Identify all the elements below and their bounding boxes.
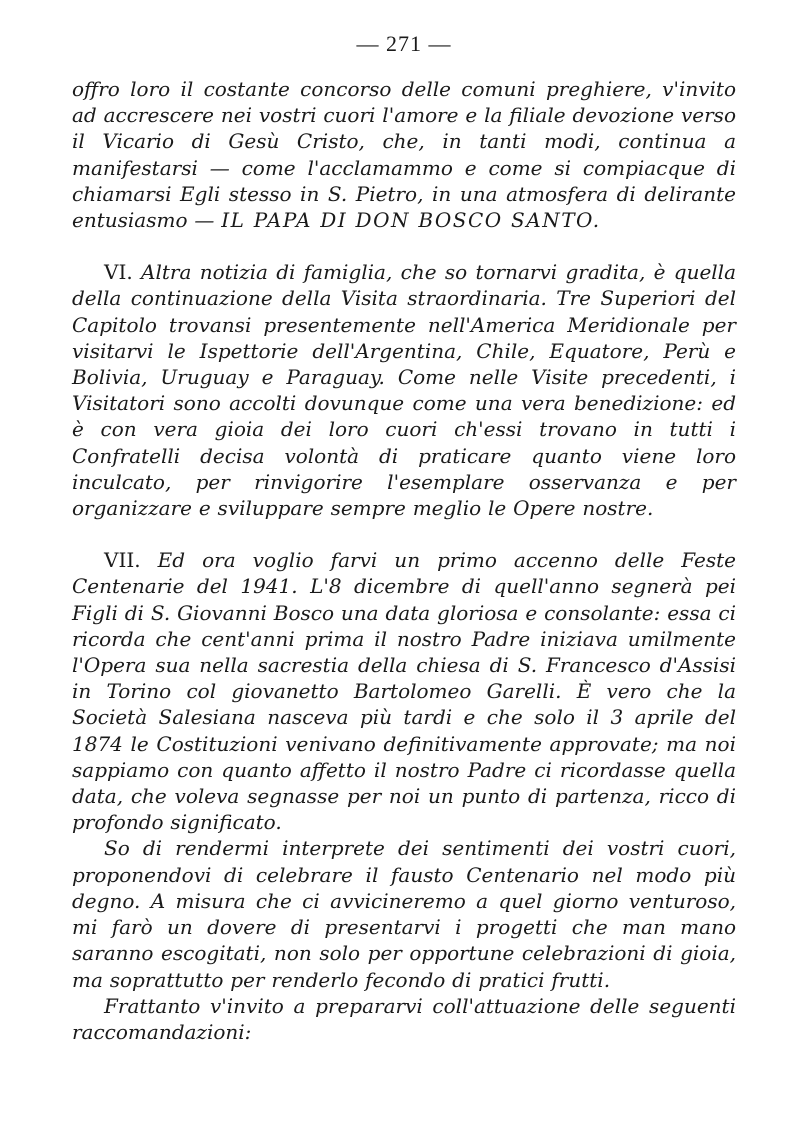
paragraph-1 — [72, 76, 736, 233]
page-number: — 271 — — [356, 31, 452, 56]
paragraph-1-text: offro loro il costante concorso delle comuni preghiere, v'invito ad accrescere nei vostri cuori l'amore e la filiale devozione verso il Vicario di Gesù Cristo, che, in tanti modi, continua a manifestarsi — come l'acclamammo e come si compiacque di chiamarsi Egli stesso in S. Pietro, in una atmosfera di delirante entusiasmo — — [72, 77, 736, 233]
body-text — [72, 76, 736, 1045]
paragraph-5: Frattanto v'invito a prepararvi coll'attuazione delle seguenti raccomandazioni: — [72, 993, 736, 1044]
paragraph-section-vii — [72, 547, 736, 835]
section-number-vi: VI. — [104, 260, 133, 285]
paragraph-section-vii-text: Ed ora voglio farvi un primo accenno delle Feste Centenarie del 1941. L'8 dicembre di quell'anno segnerà pei Figli di S. Giovanni Bosco una data gloriosa e consolante: essa ci ricorda che cent'anni prima il nostro Padre iniziava umilmente l'Opera sua nella sacrestia della chiesa di S. Francesco d'Assisi in Torino col giovanetto Bartolomeo Garelli. È vero che la Società Salesiana nasceva più tardi e che solo il 3 aprile del 1874 le Costituzioni venivano definitivamente approvate; ma noi sappiamo con quanto affetto il nostro Padre ci ricordasse quella data, che voleva segnasse per noi un punto di partenza, ricco di profondo significato. — [72, 548, 736, 835]
section-number-vii: VII. — [104, 548, 141, 573]
document-page — [72, 30, 736, 1045]
paragraph-1-caps: IL PAPA DI DON BOSCO SANTO. — [221, 208, 601, 233]
paragraph-4: So di rendermi interprete dei sentimenti dei vostri cuori, proponendovi di celebrare il fausto Centenario nel modo più degno. A misura che ci avvicineremo a quel giorno venturoso, mi farò un dovere di presentarvi i progetti che man mano saranno escogitati, non solo per opportune celebrazioni di gioia, ma soprattutto per renderlo fecondo di pratici frutti. — [72, 836, 736, 992]
paragraph-section-vi-text: Altra notizia di famiglia, che so tornarvi gradita, è quella della continuazione della Visita straordinaria. Tre Superiori del Capitolo trovansi presentemente nell'America Meridionale per visitarvi le Ispettorie dell'Argentina, Chile, Equatore, Perù e Bolivia, Uruguay e Paraguay. Come nelle Visite precedenti, i Visitatori sono accolti dovunque come una vera benedizione: ed è con vera gioia dei loro cuori ch'essi trovano in tutti i Confratelli decisa volontà di praticare quanto viene loro inculcato, per rinvigorire l'esemplare osservanza e per organizzare e sviluppare sempre meglio le Opere nostre. — [72, 260, 737, 521]
paragraph-section-vi — [72, 259, 736, 521]
